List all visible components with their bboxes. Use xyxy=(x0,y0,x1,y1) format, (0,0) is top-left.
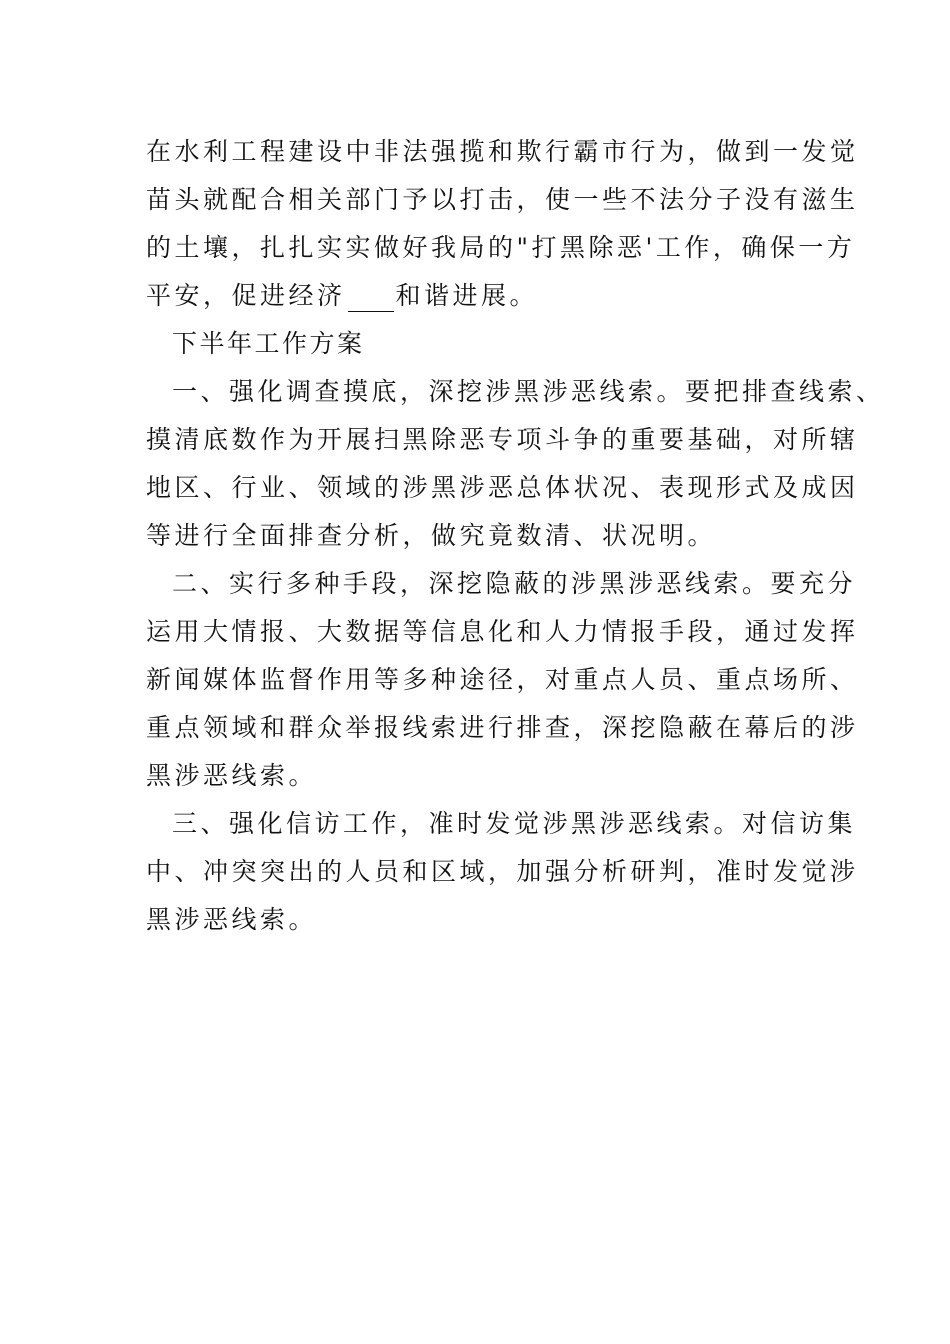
intro-line-3: 的土壤，扎扎实实做好我局的"打黑除恶'工作，确保一方 xyxy=(146,233,856,262)
intro-line-2: 苗头就配合相关部门予以打击，使一些不法分子没有滋生 xyxy=(146,185,859,214)
section-two-paragraph xyxy=(146,560,859,800)
intro-line-4-start: 平安，促进经济 xyxy=(146,281,346,310)
section-two-line-4: 重点领域和群众举报线索进行排查，深挖隐蔽在幕后的涉 xyxy=(146,713,859,742)
intro-line-4-end: 和谐进展。 xyxy=(395,281,539,310)
section-one-line-1: 一、强化调查摸底，深挖涉黑涉恶线索。要把排查线索、 xyxy=(172,377,885,406)
intro-paragraph xyxy=(146,128,859,320)
section-one-line-3: 地区、行业、领域的涉黑涉恶总体状况、表现形式及成因 xyxy=(146,473,859,502)
document-page xyxy=(146,128,885,944)
section-three-paragraph xyxy=(146,800,859,944)
section-heading: 下半年工作方案 xyxy=(172,329,365,358)
section-two-line-3: 新闻媒体监督作用等多种途径，对重点人员、重点场所、 xyxy=(146,665,859,694)
section-two-line-1: 二、实行多种手段，深挖隐蔽的涉黑涉恶线索。要充分 xyxy=(172,569,857,598)
section-two-line-2: 运用大情报、大数据等信息化和人力情报手段，通过发挥 xyxy=(146,617,859,646)
section-three-line-1: 三、强化信访工作，准时发觉涉黑涉恶线索。对信访集 xyxy=(172,809,857,838)
section-two-line-5: 黑涉恶线索。 xyxy=(146,761,318,790)
section-one-line-4: 等进行全面排查分析，做究竟数清、状况明。 xyxy=(146,521,717,550)
intro-line-1: 在水利工程建设中非法强揽和欺行霸市行为，做到一发觉 xyxy=(146,137,859,166)
fill-in-blank xyxy=(348,281,394,312)
section-one-line-2: 摸清底数作为开展扫黑除恶专项斗争的重要基础，对所辖 xyxy=(146,425,859,454)
section-three-line-2: 中、冲突突出的人员和区域，加强分析研判，准时发觉涉 xyxy=(146,857,859,886)
section-one-paragraph xyxy=(146,368,885,560)
section-three-line-3: 黑涉恶线索。 xyxy=(146,905,318,934)
intro-line-4 xyxy=(146,272,806,320)
